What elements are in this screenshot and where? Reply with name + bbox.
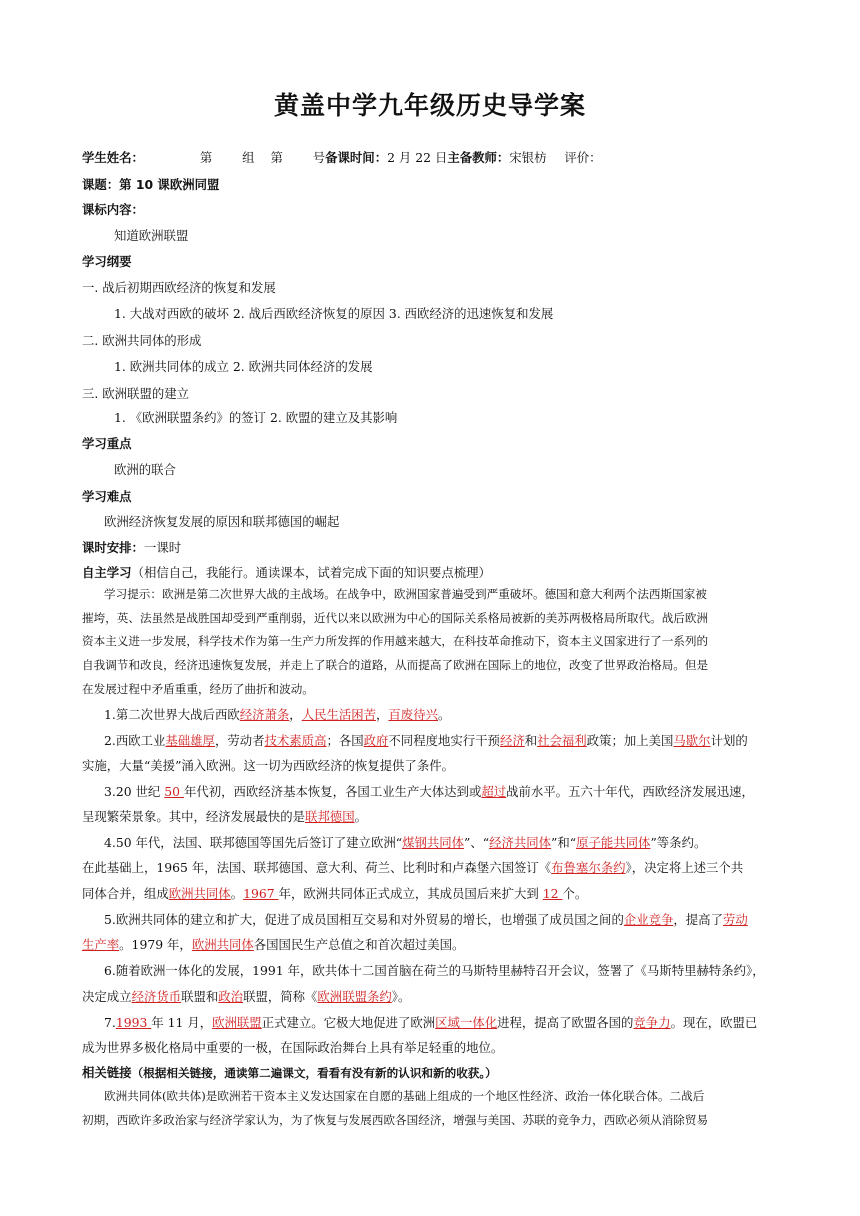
seat-label: 第 [270, 150, 283, 165]
item-4 [104, 833, 804, 851]
answer-blank: 人民生活困苦 [301, 707, 377, 722]
item-5 [104, 910, 804, 928]
schedule-text: 一课时 [143, 540, 182, 555]
answer-blank: 技术素质高 [264, 733, 327, 748]
answer-blank: 欧洲共同体 [191, 937, 254, 952]
link-text-2: 初期，西欧许多政治家与经济学家认为，为了恢复与发展西欧各国经济，增强与美国、苏联的竞争力，西欧必须从消除贸易 [82, 1113, 709, 1127]
standard-text: 知道欧洲联盟 [114, 228, 189, 243]
answer-blank: 生产率 [82, 937, 120, 952]
outline-detail-1: 1. 大战对西欧的破坏 2. 战后西欧经济恢复的原因 3. 西欧经济的迅速恢复和发展 [114, 306, 554, 321]
hint-line-5: 在发展过程中矛盾重重，经历了曲折和波动。 [82, 682, 314, 696]
answer-blank: 区域一体化 [435, 1015, 498, 1030]
teacher-name: 宋银枋 [509, 150, 547, 165]
link-line [82, 1063, 782, 1081]
outline-detail-2: 1. 欧洲共同体的成立 2. 欧洲共同体经济的发展 [114, 359, 373, 374]
answer-blank: 劳动 [722, 912, 748, 927]
item-4-text: 同体合并，组成 [82, 886, 169, 901]
answer-blank: 政府 [363, 733, 389, 748]
item-6-text: 》。 [391, 989, 411, 1004]
item-5-text: 各国国民生产总值之和首次超过美国。 [253, 937, 465, 952]
self-study-line [82, 563, 782, 581]
difficulty-label: 学习难点 [82, 489, 132, 504]
self-study-label: 自主学习 [82, 565, 132, 580]
answer-blank: 50 [164, 784, 184, 799]
item-6-line-2 [82, 987, 782, 1005]
link-text-1: 欧洲共同体(欧共体)是欧洲若干资本主义发达国家在自愿的基础上组成的一个地区性经济、政治一体化联合体。二战后 [104, 1089, 705, 1103]
link-label: 相关链接 [82, 1065, 132, 1080]
self-study-note: （相信自己，我能行。通读课本，试着完成下面的知识要点梳理） [131, 565, 491, 580]
hint-line-3: 资本主义进一步发展，科学技术作为第一生产力所发挥的作用越来越大，在科技革命推动下，资本主义国家进行了一系列的 [82, 634, 709, 648]
item-4-text: 4.50 年代，法国、联邦德国等国先后签订了建立欧洲“ [104, 835, 403, 850]
group-unit: 组 [242, 150, 255, 165]
outline-heading-2: 二. 欧洲共同体的形成 [82, 333, 202, 348]
standard-label: 课标内容： [82, 202, 144, 217]
item-3-text: 3.20 世纪 [104, 784, 165, 799]
student-name-label: 学生姓名： [82, 150, 144, 165]
item-4-text: 在此基础上，1965 年，法国、联邦德国、意大利、荷兰、比利时和卢森堡六国签订《 [82, 860, 552, 875]
answer-blank: 欧洲共同体 [168, 886, 231, 901]
focus-label: 学习重点 [82, 436, 132, 451]
item-2-text: 不同程度地实行干预 [388, 733, 500, 748]
item-1 [104, 705, 804, 723]
hint-line-1: 学习提示：欧洲是第二次世界大战的主战场。在战争中，欧洲国家普遍受到严重破坏。德国和意大利两个法西斯国家被 [104, 587, 707, 601]
item-1-text: ， [289, 707, 302, 722]
student-info-line [82, 148, 782, 166]
item-4-text: 。 [230, 886, 244, 901]
answer-blank: 马歇尔 [673, 733, 711, 748]
item-2-text: ，劳动者 [214, 733, 265, 748]
answer-blank: 布鲁塞尔条约 [551, 860, 626, 875]
topic: 课题：第 10 课欧洲同盟 [82, 177, 220, 192]
item-3-text: 年代初，西欧经济基本恢复，各国工业生产大体达到或 [183, 784, 482, 799]
focus-text: 欧洲的联合 [114, 462, 176, 477]
answer-blank: 竞争力 [633, 1015, 671, 1030]
item-4-line-2 [82, 858, 782, 876]
item-6: 6.随着欧洲一体化的发展，1991 年，欧共体十二国首脑在荷兰的马斯特里赫特召开会议，签署了《马斯特里赫特条约》， [104, 963, 765, 978]
item-7 [104, 1013, 804, 1031]
item-3-text: 。 [354, 809, 367, 824]
page-title: 黄盖中学九年级历史导学案 [273, 91, 586, 120]
group-label: 第 [199, 150, 213, 165]
item-2-text: ；各国 [326, 733, 364, 748]
item-2-text: 2.西欧工业 [104, 733, 166, 748]
answer-blank: 12 [542, 886, 563, 901]
answer-blank: 超过 [481, 784, 507, 799]
link-note: （根据相关链接，通读第二遍课文，看看有没有新的认识和新的收获。） [131, 1066, 497, 1080]
item-4-text: ”等条约。 [650, 835, 707, 850]
difficulty-text: 欧洲经济恢复发展的原因和联邦德国的崛起 [104, 514, 340, 529]
item-7-text: 年 11 月， [151, 1015, 213, 1030]
hint-line-2: 摧垮，英、法虽然是战胜国却受到严重削弱，近代以来以欧洲为中心的国际关系格局被新的美苏两极格局所取代。战后欧洲 [82, 611, 709, 625]
item-3-line-2 [82, 807, 782, 825]
item-7-text: 进程，提高了欧盟各国的 [497, 1015, 634, 1030]
item-5-text: ，提高了 [673, 912, 723, 927]
item-4-text: 》，决定将上述三个共 [625, 860, 744, 875]
item-7-line-2: 成为世界多极化格局中重要的一极，在国际政治舞台上具有举足轻重的地位。 [82, 1040, 504, 1055]
answer-blank: 联邦德国 [305, 809, 355, 824]
item-2-text: 和 [524, 733, 538, 748]
prep-time: 2 月 22 日 [387, 150, 448, 165]
outline-label: 学习纲要 [82, 254, 132, 269]
item-4-text: 年，欧洲共同体正式成立，其成员国后来扩大到 [278, 886, 543, 901]
item-6-text: 联盟和 [181, 989, 219, 1004]
answer-blank: 欧洲联盟条约 [317, 989, 392, 1004]
item-2-line-2: 实施，大量“美援”涌入欧洲。这一切为西欧经济的恢复提供了条件。 [82, 758, 454, 773]
answer-blank: 煤钢共同体 [402, 835, 465, 850]
answer-blank: 企业竞争 [623, 912, 674, 927]
item-2 [104, 731, 804, 749]
item-5-line-2 [82, 935, 782, 953]
answer-blank: 经济货币 [131, 989, 182, 1004]
answer-blank: 1993 [115, 1015, 152, 1030]
answer-blank: 经济萧条 [239, 707, 290, 722]
item-6-text: 决定成立 [82, 989, 132, 1004]
item-6-text: 联盟，简称《 [243, 989, 318, 1004]
item-4-text: 个。 [562, 886, 588, 901]
answer-blank: 社会福利 [537, 733, 587, 748]
item-7-text: 正式建立。它极大地促进了欧洲 [261, 1015, 436, 1030]
item-4-text: ”、“ [464, 835, 490, 850]
item-5-text: 。1979 年， [119, 937, 192, 952]
answer-blank: 基础雄厚 [165, 733, 215, 748]
item-7-text: 。现在，欧盟已 [670, 1015, 758, 1030]
outline-heading-3: 三. 欧洲联盟的建立 [82, 386, 190, 401]
item-2-text: 计划的 [710, 733, 748, 748]
schedule-line [82, 538, 782, 556]
answer-blank: 1967 [243, 886, 279, 901]
eval-label: 评价： [564, 150, 602, 165]
item-3-text: 呈现繁荣景象。其中，经济发展最快的是 [82, 809, 306, 824]
outline-detail-3: 1. 《欧洲联盟条约》的签订 2. 欧盟的建立及其影响 [114, 410, 398, 425]
item-7-text: 7. [104, 1015, 116, 1030]
item-1-text: 1.第二次世界大战后西欧 [104, 707, 240, 722]
item-5-text: 5.欧洲共同体的建立和扩大，促进了成员国相互交易和对外贸易的增长，也增强了成员国之间的 [104, 912, 624, 927]
item-4-text: ”和“ [551, 835, 577, 850]
item-2-text: 政策；加上美国 [586, 733, 674, 748]
answer-blank: 政治 [218, 989, 244, 1004]
seat-unit: 号 [312, 150, 326, 165]
answer-blank: 欧洲联盟 [212, 1015, 262, 1030]
item-3-text: 战前水平。五六十年代，西欧经济发展迅速， [506, 784, 754, 799]
prep-time-label: 备课时间： [325, 150, 388, 165]
item-1-text: 。 [437, 707, 451, 722]
answer-blank: 百废待兴 [388, 707, 438, 722]
schedule-label: 课时安排： [82, 540, 144, 555]
hint-line-4: 自我调节和改良，经济迅速恢复发展，并走上了联合的道路，从而提高了欧洲在国际上的地位，改变了世界政治格局。但是 [82, 658, 709, 672]
outline-heading-1: 一. 战后初期西欧经济的恢复和发展 [82, 280, 276, 295]
item-4-line-3 [82, 884, 782, 902]
answer-blank: 经济 [499, 733, 525, 748]
teacher-label: 主备教师： [447, 150, 510, 165]
answer-blank: 原子能共同体 [576, 835, 651, 850]
item-1-text: ， [376, 707, 389, 722]
answer-blank: 经济共同体 [489, 835, 552, 850]
item-3 [104, 782, 804, 800]
